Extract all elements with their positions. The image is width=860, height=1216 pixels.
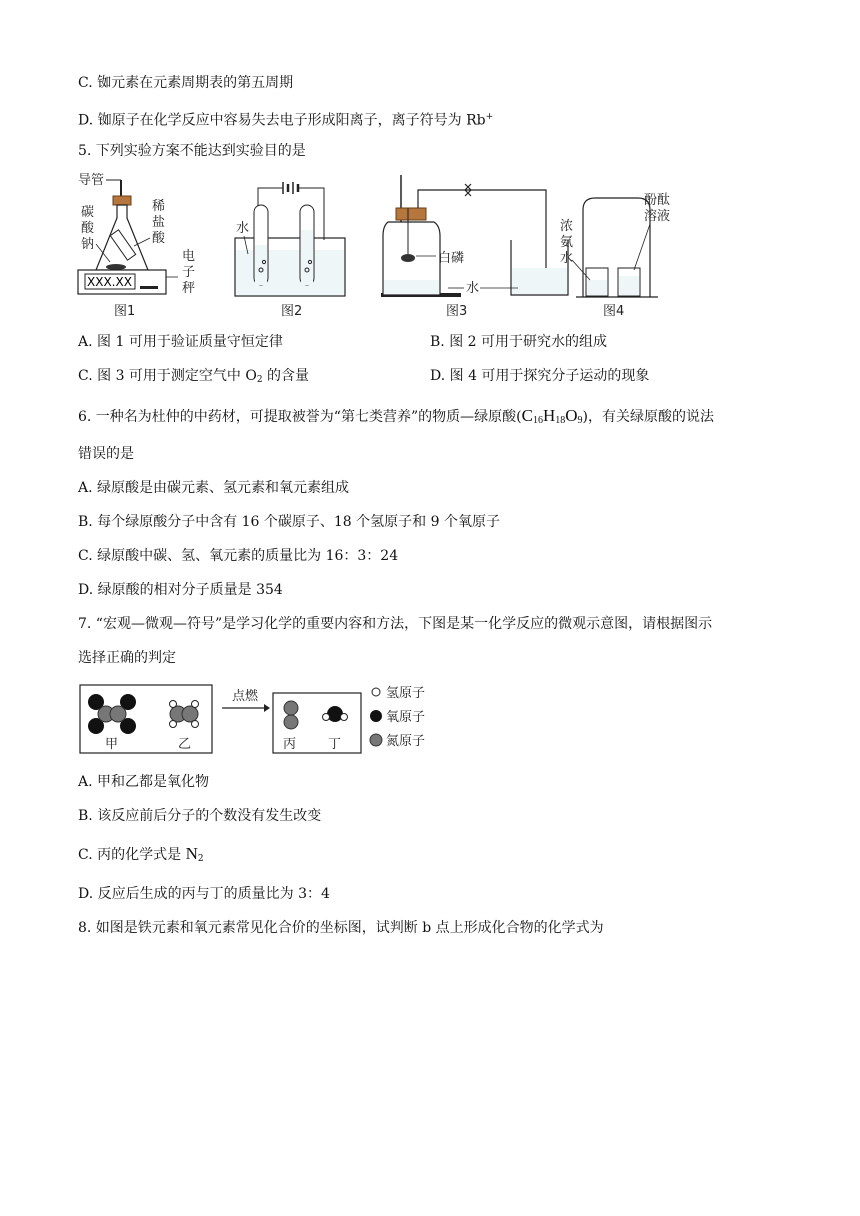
svg-text:溶液: 溶液 bbox=[644, 209, 671, 224]
q6-option-b: B. 每个绿原酸分子中含有 16 个碳原子、18 个氢原子和 9 个氧原子 bbox=[78, 514, 500, 530]
svg-text:水: 水 bbox=[236, 221, 250, 236]
q7-option-d: D. 反应后生成的丙与丁的质量比为 3：4 bbox=[78, 886, 330, 902]
arrow-label: 点燃 bbox=[232, 689, 259, 704]
svg-text:酸: 酸 bbox=[81, 221, 95, 236]
q5-stem: 5. 下列实验方案不能达到实验目的是 bbox=[78, 143, 306, 159]
q7-diagram bbox=[78, 680, 448, 762]
svg-text:电: 电 bbox=[182, 249, 196, 264]
q7-stem: 7. “宏观—微观—符号”是学习化学的重要内容和方法，下图是某一化学反应的微观示意图，请根据图示 bbox=[78, 616, 713, 632]
svg-text:水: 水 bbox=[466, 281, 480, 296]
svg-text:浓: 浓 bbox=[560, 219, 574, 234]
svg-text:甲: 甲 bbox=[105, 737, 119, 752]
figure-4 bbox=[560, 192, 670, 319]
q7-stem-line2: 选择正确的判定 bbox=[78, 650, 176, 666]
q7-option-a: A. 甲和乙都是氧化物 bbox=[78, 774, 210, 790]
q6-option-c: C. 绿原酸中碳、氢、氧元素的质量比为 16：3：24 bbox=[78, 548, 399, 564]
svg-text:秤: 秤 bbox=[182, 281, 196, 296]
fig2-caption: 图2 bbox=[281, 304, 303, 319]
svg-text:钠: 钠 bbox=[81, 237, 95, 252]
q4-option-d: D. 铷原子在化学反应中容易失去电子形成阳离子，离子符号为 Rb+ bbox=[78, 112, 494, 129]
q7-option-b: B. 该反应前后分子的个数没有发生改变 bbox=[78, 808, 322, 824]
svg-text:盐: 盐 bbox=[152, 215, 166, 230]
fig4-caption: 图4 bbox=[603, 304, 625, 319]
svg-text:子: 子 bbox=[182, 265, 196, 280]
q5-option-d: D. 图 4 可用于探究分子运动的现象 bbox=[430, 368, 650, 384]
svg-text:乙: 乙 bbox=[178, 737, 192, 752]
fig1-label-tube: 导管 bbox=[78, 173, 105, 188]
figure-1 bbox=[78, 173, 195, 319]
svg-text:酚酞: 酚酞 bbox=[644, 193, 671, 208]
svg-text:水: 水 bbox=[560, 251, 574, 266]
q6-stem: 6. 一种名为杜仲的中药材，可提取被誉为“第七类营养”的物质—绿原酸$(C_{16}H_{18}O_9)$，有关绿原酸的说法 bbox=[78, 406, 714, 426]
q6-stem-line2: 错误的是 bbox=[78, 446, 134, 462]
svg-text:氢原子: 氢原子 bbox=[386, 686, 426, 701]
q6-option-a: A. 绿原酸是由碳元素、氢元素和氧元素组成 bbox=[78, 480, 350, 496]
q5-figures bbox=[78, 170, 698, 324]
svg-text:氧原子: 氧原子 bbox=[386, 710, 426, 725]
q8-stem: 8. 如图是铁元素和氧元素常见化合价的坐标图，试判断 b 点上形成化合物的化学式为 bbox=[78, 920, 604, 936]
svg-text:丁: 丁 bbox=[328, 737, 342, 752]
q7-option-c: C. 丙的化学式是 $N_2$ bbox=[78, 844, 204, 864]
svg-text:碳: 碳 bbox=[81, 205, 95, 220]
svg-text:氨: 氨 bbox=[560, 235, 574, 250]
q5-option-a: A. 图 1 可用于验证质量守恒定律 bbox=[78, 334, 283, 350]
q6-option-d: D. 绿原酸的相对分子质量是 354 bbox=[78, 582, 283, 598]
q4-option-c: C. 铷元素在元素周期表的第五周期 bbox=[78, 75, 294, 91]
svg-text:稀: 稀 bbox=[152, 199, 166, 214]
svg-text:氮原子: 氮原子 bbox=[386, 734, 426, 749]
svg-text:丙: 丙 bbox=[283, 737, 297, 752]
fig3-caption: 图3 bbox=[446, 304, 468, 319]
svg-text:酸: 酸 bbox=[152, 231, 166, 246]
q6-formula: $C_{16}H_{18}O_9$ bbox=[521, 406, 583, 426]
q5-option-b: B. 图 2 可用于研究水的组成 bbox=[430, 334, 607, 350]
figure-2 bbox=[235, 182, 345, 319]
legend bbox=[370, 686, 425, 749]
figure-3 bbox=[381, 175, 568, 319]
fig1-display: XXX.XX bbox=[87, 275, 132, 289]
svg-text:白磷: 白磷 bbox=[438, 251, 465, 266]
fig1-caption: 图1 bbox=[114, 304, 136, 319]
q5-option-c: C. 图 3 可用于测定空气中 $O_2$ 的含量 bbox=[78, 368, 310, 385]
